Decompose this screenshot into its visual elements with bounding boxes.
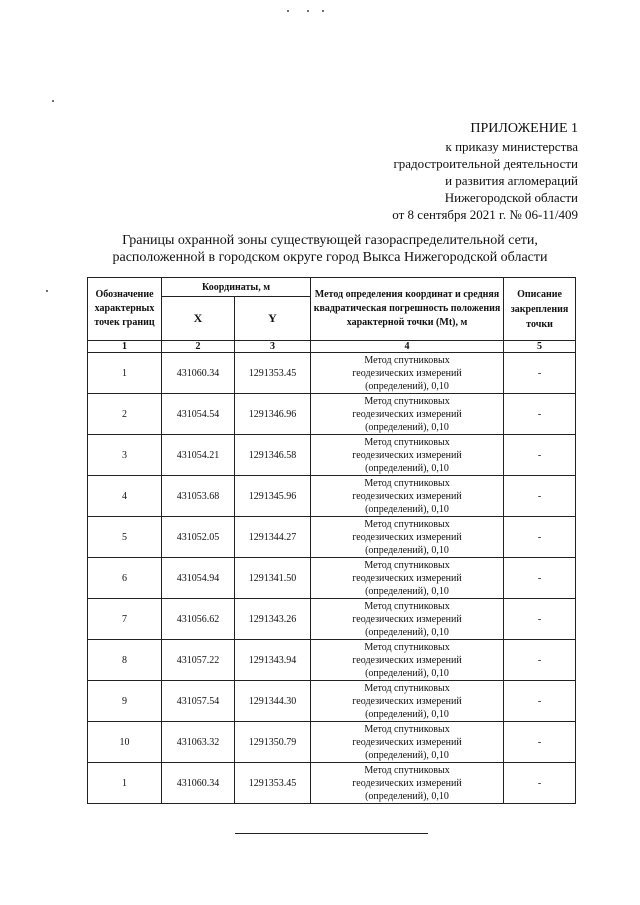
method-line: Метод спутниковых	[364, 600, 450, 612]
method-cell	[311, 517, 504, 558]
method-line: (определений), 0,10	[365, 626, 449, 638]
method-line: (определений), 0,10	[365, 380, 449, 392]
x-cell: 431060.34	[162, 353, 235, 394]
scan-speck	[46, 290, 48, 292]
description-cell: -	[504, 558, 576, 599]
header-point-designation: Обозначение характерных точек границ	[88, 278, 162, 341]
point-cell: 1	[88, 353, 162, 394]
method-line: Метод спутниковых	[364, 764, 450, 776]
description-cell: -	[504, 353, 576, 394]
method-line: геодезических измерений	[352, 654, 462, 666]
footer-divider	[235, 833, 428, 834]
method-cell	[311, 640, 504, 681]
column-number: 1	[88, 341, 162, 353]
coordinates-table	[87, 277, 576, 804]
method-line: Метод спутниковых	[364, 682, 450, 694]
method-cell	[311, 599, 504, 640]
table-row	[88, 435, 576, 476]
x-cell: 431056.62	[162, 599, 235, 640]
description-cell: -	[504, 599, 576, 640]
method-line: (определений), 0,10	[365, 585, 449, 597]
table-row	[88, 763, 576, 804]
description-cell: -	[504, 476, 576, 517]
x-cell: 431060.34	[162, 763, 235, 804]
appendix-line: Нижегородской области	[444, 190, 578, 205]
table-row	[88, 722, 576, 763]
method-line: геодезических измерений	[352, 408, 462, 420]
y-cell: 1291341.50	[235, 558, 311, 599]
y-cell: 1291353.45	[235, 763, 311, 804]
method-line: Метод спутниковых	[364, 395, 450, 407]
table-row	[88, 558, 576, 599]
y-cell: 1291343.26	[235, 599, 311, 640]
method-line: геодезических измерений	[352, 613, 462, 625]
column-number-row	[88, 341, 576, 353]
method-line: (определений), 0,10	[365, 667, 449, 679]
method-cell	[311, 722, 504, 763]
method-cell	[311, 353, 504, 394]
y-cell: 1291346.96	[235, 394, 311, 435]
column-number: 4	[311, 341, 504, 353]
method-line: (определений), 0,10	[365, 462, 449, 474]
x-cell: 431053.68	[162, 476, 235, 517]
column-number: 5	[504, 341, 576, 353]
appendix-line: и развития агломераций	[445, 173, 578, 188]
y-cell: 1291344.27	[235, 517, 311, 558]
method-line: геодезических измерений	[352, 695, 462, 707]
method-line: геодезических измерений	[352, 490, 462, 502]
document-title-line: расположенной в городском округе город Выкса Нижегородской области	[112, 250, 548, 265]
header-x: X	[162, 297, 235, 341]
method-line: Метод спутниковых	[364, 641, 450, 653]
method-line: Метод спутниковых	[364, 559, 450, 571]
point-cell: 3	[88, 435, 162, 476]
y-cell: 1291346.58	[235, 435, 311, 476]
description-cell: -	[504, 763, 576, 804]
method-line: Метод спутниковых	[364, 477, 450, 489]
method-cell	[311, 558, 504, 599]
y-cell: 1291345.96	[235, 476, 311, 517]
method-line: геодезических измерений	[352, 531, 462, 543]
header-coordinates: Координаты, м	[162, 278, 311, 297]
y-cell: 1291353.45	[235, 353, 311, 394]
description-cell: -	[504, 640, 576, 681]
x-cell: 431052.05	[162, 517, 235, 558]
method-cell	[311, 763, 504, 804]
point-cell: 1	[88, 763, 162, 804]
column-number: 3	[235, 341, 311, 353]
description-cell: -	[504, 681, 576, 722]
header-description: Описание закрепления точки	[504, 278, 576, 341]
method-line: (определений), 0,10	[365, 790, 449, 802]
appendix-line: к приказу министерства	[445, 139, 578, 154]
point-cell: 7	[88, 599, 162, 640]
point-cell: 8	[88, 640, 162, 681]
table-row	[88, 476, 576, 517]
x-cell: 431063.32	[162, 722, 235, 763]
x-cell: 431054.94	[162, 558, 235, 599]
column-number: 2	[162, 341, 235, 353]
scan-speck	[52, 100, 54, 102]
y-cell: 1291350.79	[235, 722, 311, 763]
method-cell	[311, 476, 504, 517]
appendix-line: от 8 сентября 2021 г. № 06-11/409	[392, 207, 578, 222]
method-line: геодезических измерений	[352, 736, 462, 748]
scan-speck	[287, 10, 289, 12]
appendix-header	[392, 120, 578, 223]
table-row	[88, 353, 576, 394]
y-cell: 1291344.30	[235, 681, 311, 722]
method-line: геодезических измерений	[352, 572, 462, 584]
scan-speck	[307, 10, 309, 12]
x-cell: 431057.54	[162, 681, 235, 722]
method-line: Метод спутниковых	[364, 436, 450, 448]
method-line: (определений), 0,10	[365, 421, 449, 433]
appendix-title: ПРИЛОЖЕНИЕ 1	[470, 121, 578, 136]
x-cell: 431054.54	[162, 394, 235, 435]
point-cell: 2	[88, 394, 162, 435]
y-cell: 1291343.94	[235, 640, 311, 681]
header-method: Метод определения координат и средняя квадратическая погрешность положения характерной точки (Mt), м	[311, 278, 504, 341]
point-cell: 4	[88, 476, 162, 517]
method-cell	[311, 681, 504, 722]
table-row	[88, 681, 576, 722]
scan-speck	[322, 10, 324, 12]
x-cell: 431054.21	[162, 435, 235, 476]
table-row	[88, 394, 576, 435]
table-row	[88, 640, 576, 681]
method-line: (определений), 0,10	[365, 708, 449, 720]
document-title-line: Границы охранной зоны существующей газораспределительной сети,	[122, 233, 538, 248]
header-y: Y	[235, 297, 311, 341]
method-cell	[311, 435, 504, 476]
description-cell: -	[504, 435, 576, 476]
method-line: геодезических измерений	[352, 449, 462, 461]
table-row	[88, 517, 576, 558]
method-line: геодезических измерений	[352, 777, 462, 789]
appendix-line: градостроительной деятельности	[393, 156, 578, 171]
description-cell: -	[504, 722, 576, 763]
point-cell: 9	[88, 681, 162, 722]
description-cell: -	[504, 517, 576, 558]
x-cell: 431057.22	[162, 640, 235, 681]
method-line: (определений), 0,10	[365, 503, 449, 515]
point-cell: 6	[88, 558, 162, 599]
table-row	[88, 599, 576, 640]
method-line: Метод спутниковых	[364, 723, 450, 735]
method-cell	[311, 394, 504, 435]
method-line: (определений), 0,10	[365, 749, 449, 761]
method-line: Метод спутниковых	[364, 354, 450, 366]
point-cell: 10	[88, 722, 162, 763]
method-line: геодезических измерений	[352, 367, 462, 379]
method-line: Метод спутниковых	[364, 518, 450, 530]
point-cell: 5	[88, 517, 162, 558]
document-title	[60, 232, 600, 266]
description-cell: -	[504, 394, 576, 435]
method-line: (определений), 0,10	[365, 544, 449, 556]
